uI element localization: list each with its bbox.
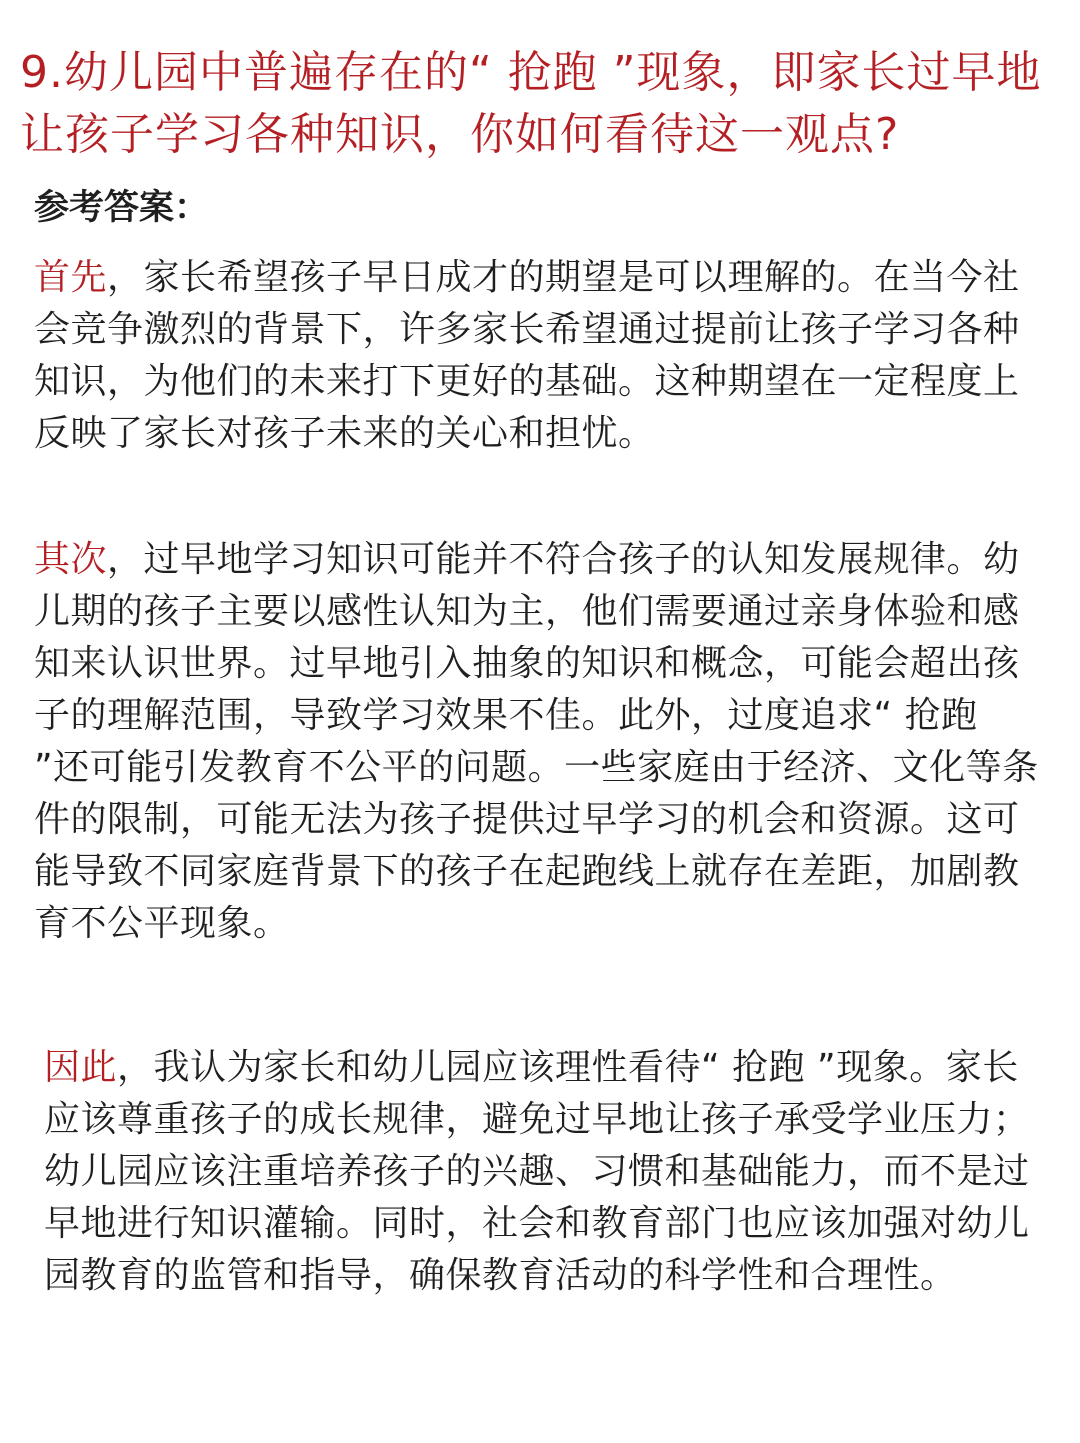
answer-heading: 参考答案： — [34, 188, 210, 228]
paragraph-body-second: ，过早地学习知识可能并不符合孩子的认知发展规律。幼儿期的孩子主要以感性认知为主，他们需要通过亲身体验和感知来认识世界。过早地引入抽象的知识和概念，可能会超出孩子的理解范围，导致学习效果不佳。此外，过度追求“ 抢跑 ”还可能引发教育不公平的问题。一些家庭由于经济、文化等条件的限制，可能无法为孩子提供过早学习的机会和资源。这可能导致不同家庭背景下的孩子在起跑线上就存在差距，加剧教育不公平现象。 — [34, 539, 1039, 944]
paragraph-lead-second: 其次 — [34, 539, 108, 580]
answer-paragraph-third — [44, 1042, 1044, 1302]
paragraph-lead-first: 首先 — [34, 257, 108, 298]
paragraph-body-first: ，家长希望孩子早日成才的期望是可以理解的。在当今社会竞争激烈的背景下，许多家长希望通过提前让孩子学习各种知识，为他们的未来打下更好的基础。这种期望在一定程度上反映了家长对孩子未来的关心和担忧。 — [34, 257, 1020, 454]
answer-paragraph-first — [34, 252, 1044, 460]
answer-paragraph-second — [34, 534, 1044, 950]
paragraph-body-third: ，我认为家长和幼儿园应该理性看待“ 抢跑 ”现象。家长应该尊重孩子的成长规律，避免过早地让孩子承受学业压力；幼儿园应该注重培养孩子的兴趣、习惯和基础能力，而不是过早地进行知识灌输。同时，社会和教育部门也应该加强对幼儿园教育的监管和指导，确保教育活动的科学性和合理性。 — [44, 1047, 1030, 1296]
question-title: 9.幼儿园中普遍存在的“ 抢跑 ”现象，即家长过早地让孩子学习各种知识，你如何看待这一观点? — [20, 47, 1042, 160]
paragraph-lead-third: 因此 — [44, 1047, 118, 1088]
